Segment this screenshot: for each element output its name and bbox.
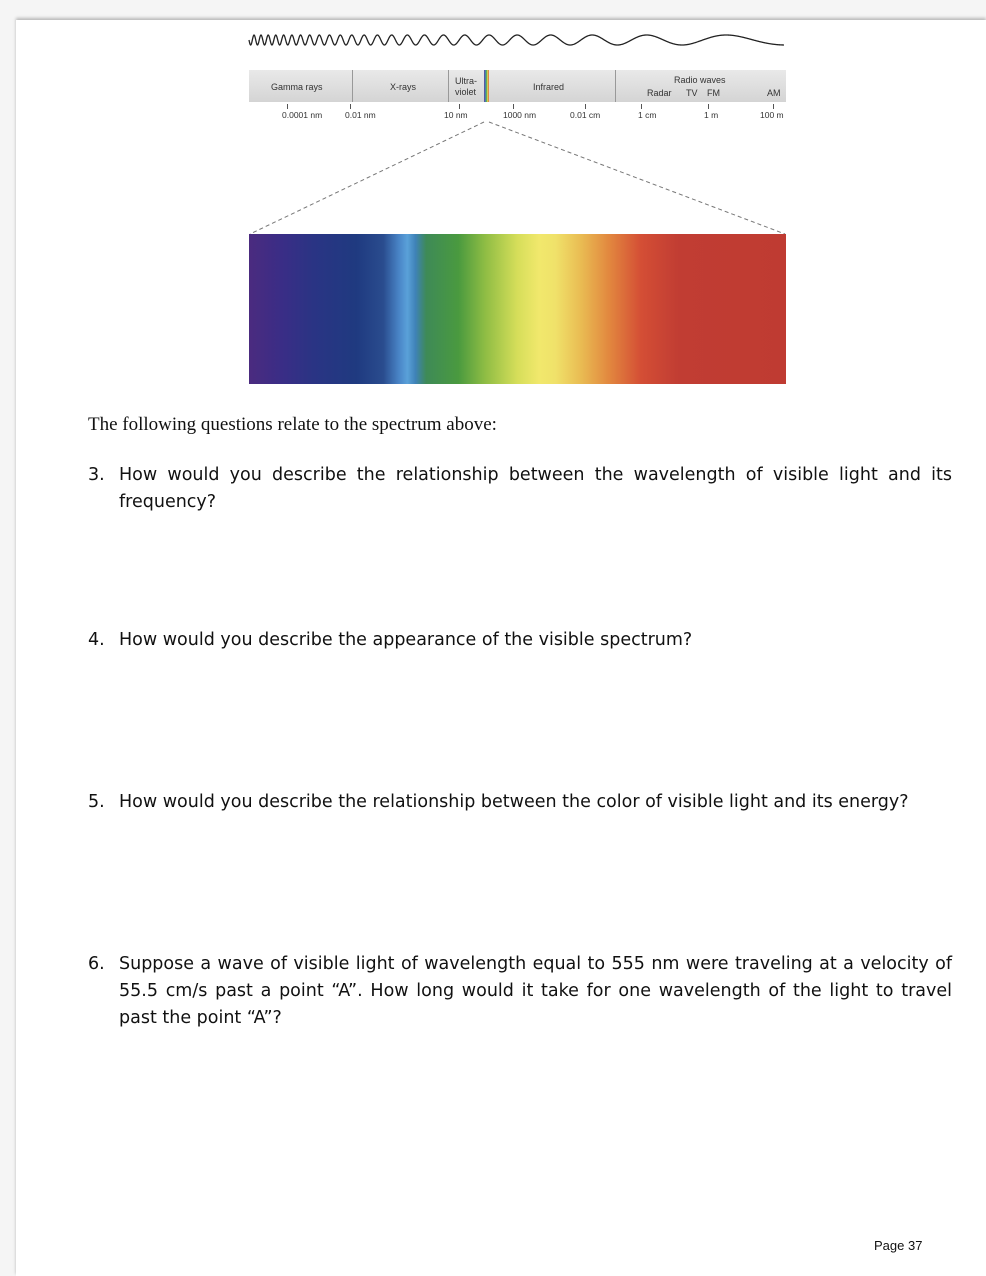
electromagnetic-spectrum-figure xyxy=(0,0,986,400)
intro-text: The following questions relate to the spectrum above: xyxy=(88,414,497,435)
band-ultraviolet-line1: Ultra- xyxy=(455,76,477,86)
scale-label: 1 cm xyxy=(638,110,657,120)
scale-label: 100 m xyxy=(760,110,784,120)
question-text: Suppose a wave of visible light of wavelength equal to 555 nm were traveling at a velocity of 55.5 cm/s past a point “A”. How long would it take for one wavelength of the light to travel past the point “A”? xyxy=(119,954,952,1028)
band-infrared: Infrared xyxy=(533,82,565,92)
scale-label: 1000 nm xyxy=(503,110,537,120)
question-number: 5. xyxy=(88,792,105,812)
question-number: 6. xyxy=(88,954,105,974)
band-radio-waves: Radio waves xyxy=(674,75,726,85)
scale-label: 1 m xyxy=(704,110,719,120)
scale-label: 0.01 cm xyxy=(570,110,601,120)
scale-label: 0.01 nm xyxy=(345,110,376,120)
visible-spectrum xyxy=(249,234,786,384)
band-am: AM xyxy=(767,88,781,98)
scale-label: 0.0001 nm xyxy=(282,110,323,120)
band-tv: TV xyxy=(686,88,698,98)
question-4 xyxy=(88,627,952,657)
band-ultraviolet-line2: violet xyxy=(455,87,477,97)
question-number: 4. xyxy=(88,630,105,650)
scale-label: 10 nm xyxy=(444,110,468,120)
question-5 xyxy=(88,789,952,819)
band-fm: FM xyxy=(707,88,720,98)
page-number: Page 37 xyxy=(874,1238,923,1253)
question-text: How would you describe the relationship between the wavelength of visible light and its frequency? xyxy=(119,465,952,512)
band-gamma-rays: Gamma rays xyxy=(271,82,323,92)
band-x-rays: X-rays xyxy=(390,82,417,92)
band-radar: Radar xyxy=(647,88,672,98)
question-6 xyxy=(88,951,952,1041)
question-text: How would you describe the appearance of the visible spectrum? xyxy=(119,630,693,650)
question-3 xyxy=(88,462,952,522)
question-text: How would you describe the relationship between the color of visible light and its energy? xyxy=(119,792,909,812)
question-number: 3. xyxy=(88,465,105,485)
